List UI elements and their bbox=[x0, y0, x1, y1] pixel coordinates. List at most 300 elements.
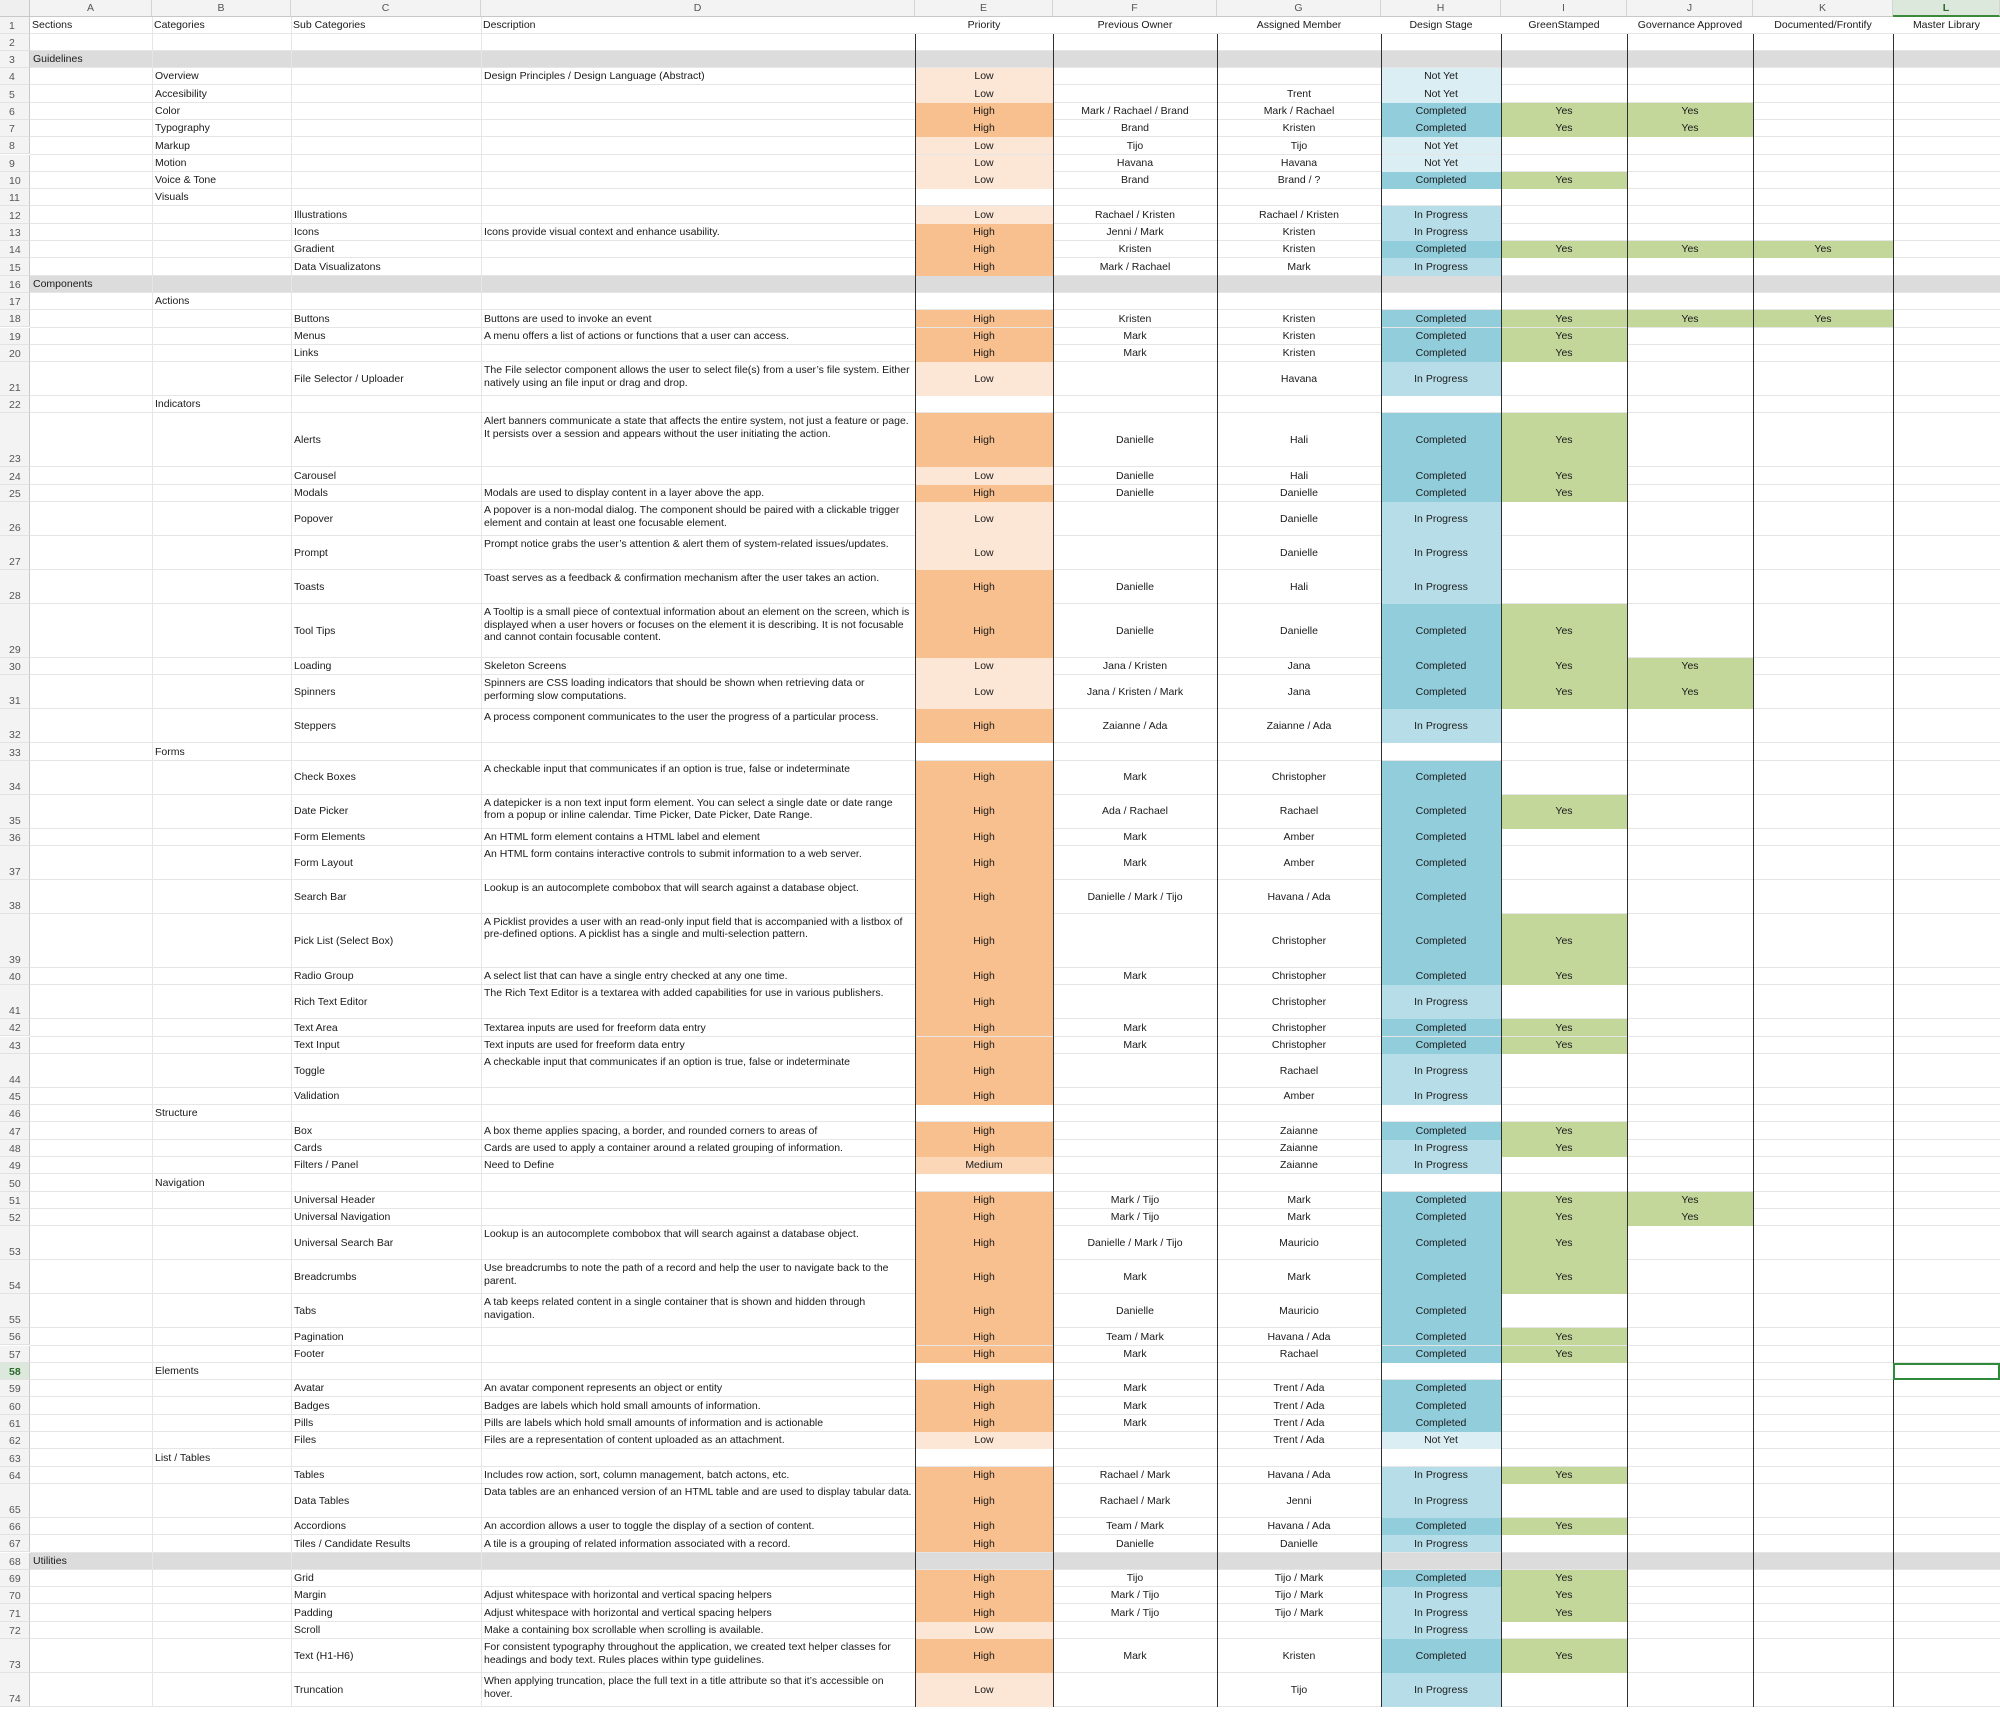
previous-owner-cell[interactable]: Ada / Rachael bbox=[1102, 805, 1168, 818]
documented-frontify-cell[interactable]: Yes bbox=[1814, 243, 1832, 256]
subcategory-label[interactable]: Box bbox=[294, 1124, 313, 1137]
subcategory-label[interactable]: Breadcrumbs bbox=[294, 1270, 357, 1283]
category-label[interactable]: Motion bbox=[155, 156, 187, 169]
row-header-12[interactable]: 12 bbox=[0, 206, 30, 223]
subcategory-label[interactable]: Data Visualizatons bbox=[294, 260, 381, 273]
documented-frontify-cell[interactable]: Yes bbox=[1814, 312, 1832, 325]
subcategory-label[interactable]: Search Bar bbox=[294, 890, 347, 903]
description-cell[interactable]: A checkable input that communicates if an option is true, false or indeterminate bbox=[484, 762, 850, 775]
assigned-member-cell[interactable]: Havana / Ada bbox=[1267, 1330, 1331, 1343]
design-stage-cell[interactable]: In Progress bbox=[1414, 1624, 1468, 1637]
greenstamped-cell[interactable]: Yes bbox=[1555, 329, 1573, 342]
description-cell[interactable]: A Tooltip is a small piece of contextual information about an element on the screen, which is displayed when a user hovers or focuses on the element it is describing. It is not focusable and cannot contain focusable content. bbox=[484, 606, 910, 644]
subcategory-label[interactable]: Accordions bbox=[294, 1520, 346, 1533]
assigned-member-cell[interactable]: Trent / Ada bbox=[1273, 1417, 1325, 1430]
assigned-member-cell[interactable]: Kristen bbox=[1282, 122, 1316, 135]
greenstamped-cell[interactable]: Yes bbox=[1555, 1236, 1573, 1249]
design-stage-cell[interactable]: Completed bbox=[1415, 434, 1467, 447]
priority-cell[interactable]: Low bbox=[974, 546, 994, 559]
subcategory-label[interactable]: Badges bbox=[294, 1399, 330, 1412]
section-label[interactable]: Utilities bbox=[33, 1554, 67, 1567]
section-label[interactable]: Components bbox=[33, 277, 93, 290]
description-cell[interactable]: Adjust whitespace with horizontal and vertical spacing helpers bbox=[484, 1606, 772, 1619]
row-header-71[interactable]: 71 bbox=[0, 1604, 30, 1621]
assigned-member-cell[interactable]: Zaianne bbox=[1280, 1124, 1318, 1137]
column-header-e[interactable]: E bbox=[915, 0, 1053, 17]
assigned-member-cell[interactable]: Kristen bbox=[1282, 226, 1316, 239]
design-stage-cell[interactable]: In Progress bbox=[1414, 372, 1468, 385]
assigned-member-cell[interactable]: Kristen bbox=[1282, 329, 1316, 342]
design-stage-cell[interactable]: Completed bbox=[1415, 1124, 1467, 1137]
subcategory-label[interactable]: Grid bbox=[294, 1572, 314, 1585]
design-stage-cell[interactable]: Completed bbox=[1415, 487, 1467, 500]
subcategory-label[interactable]: Data Tables bbox=[294, 1494, 350, 1507]
assigned-member-cell[interactable]: Zaianne / Ada bbox=[1266, 720, 1332, 732]
priority-cell[interactable]: High bbox=[973, 1304, 995, 1317]
priority-cell[interactable]: High bbox=[973, 771, 995, 784]
assigned-member-cell[interactable]: Danielle bbox=[1280, 512, 1318, 525]
row-header-54[interactable]: 54 bbox=[0, 1260, 30, 1294]
description-cell[interactable]: A tile is a grouping of related information associated with a record. bbox=[484, 1537, 791, 1550]
design-stage-cell[interactable]: Completed bbox=[1415, 174, 1467, 187]
greenstamped-cell[interactable]: Yes bbox=[1555, 686, 1573, 698]
governance-approved-cell[interactable]: Yes bbox=[1681, 660, 1699, 673]
row-header-9[interactable]: 9 bbox=[0, 155, 30, 172]
subcategory-label[interactable]: Radio Group bbox=[294, 970, 354, 983]
assigned-member-cell[interactable]: Christopher bbox=[1271, 1038, 1327, 1051]
row-header-46[interactable]: 46 bbox=[0, 1105, 30, 1122]
priority-cell[interactable]: High bbox=[973, 1589, 995, 1602]
priority-cell[interactable]: Low bbox=[974, 87, 994, 100]
priority-cell[interactable]: Low bbox=[974, 208, 994, 221]
greenstamped-cell[interactable]: Yes bbox=[1555, 1606, 1573, 1619]
priority-cell[interactable]: High bbox=[973, 1193, 995, 1206]
description-cell[interactable]: When applying truncation, place the full text in a title attribute so that it’s accessible on hover. bbox=[484, 1675, 884, 1700]
governance-approved-cell[interactable]: Yes bbox=[1681, 686, 1699, 698]
assigned-member-cell[interactable]: Trent / Ada bbox=[1273, 1382, 1325, 1395]
governance-approved-cell[interactable]: Yes bbox=[1681, 1211, 1699, 1224]
design-stage-cell[interactable]: Not Yet bbox=[1424, 87, 1458, 100]
greenstamped-cell[interactable]: Yes bbox=[1555, 624, 1573, 637]
design-stage-cell[interactable]: In Progress bbox=[1414, 1090, 1468, 1103]
description-cell[interactable]: Skeleton Screens bbox=[484, 660, 567, 673]
subcategory-label[interactable]: Carousel bbox=[294, 469, 337, 482]
row-header-41[interactable]: 41 bbox=[0, 985, 30, 1019]
description-cell[interactable]: Modals are used to display content in a layer above the app. bbox=[484, 487, 765, 500]
greenstamped-cell[interactable]: Yes bbox=[1555, 1270, 1573, 1283]
description-cell[interactable]: Files are a representation of content uploaded as an attachment. bbox=[484, 1434, 785, 1447]
description-cell[interactable]: Buttons are used to invoke an event bbox=[484, 312, 652, 325]
priority-cell[interactable]: High bbox=[973, 1417, 995, 1430]
subcategory-label[interactable]: Tabs bbox=[294, 1304, 317, 1317]
assigned-member-cell[interactable]: Zaianne bbox=[1280, 1159, 1318, 1172]
assigned-member-cell[interactable]: Danielle bbox=[1280, 624, 1318, 637]
previous-owner-cell[interactable]: Mark / Rachael / Brand bbox=[1081, 104, 1189, 117]
description-cell[interactable]: Design Principles / Design Language (Abstract) bbox=[484, 70, 705, 83]
greenstamped-cell[interactable]: Yes bbox=[1555, 1589, 1573, 1602]
row-header-25[interactable]: 25 bbox=[0, 485, 30, 502]
row-header-38[interactable]: 38 bbox=[0, 880, 30, 914]
priority-cell[interactable]: High bbox=[973, 934, 995, 947]
design-stage-cell[interactable]: Not Yet bbox=[1424, 1434, 1458, 1447]
category-label[interactable]: Indicators bbox=[155, 398, 201, 411]
description-cell[interactable]: Prompt notice grabs the user’s attention & alert them of system-related issues/updates. bbox=[484, 538, 889, 550]
priority-cell[interactable]: Low bbox=[974, 1683, 994, 1696]
previous-owner-cell[interactable]: Mark bbox=[1123, 771, 1147, 784]
subcategory-label[interactable]: Illustrations bbox=[294, 208, 348, 221]
subcategory-label[interactable]: Form Elements bbox=[294, 830, 366, 843]
row-header-11[interactable]: 11 bbox=[0, 189, 30, 206]
priority-cell[interactable]: High bbox=[973, 1494, 995, 1507]
design-stage-cell[interactable]: In Progress bbox=[1414, 546, 1468, 559]
subcategory-label[interactable]: Gradient bbox=[294, 243, 335, 256]
assigned-member-cell[interactable]: Havana / Ada bbox=[1267, 890, 1331, 903]
design-stage-cell[interactable]: Completed bbox=[1415, 1417, 1467, 1430]
greenstamped-cell[interactable]: Yes bbox=[1555, 1211, 1573, 1224]
assigned-member-cell[interactable]: Brand / ? bbox=[1277, 174, 1321, 187]
design-stage-cell[interactable]: Completed bbox=[1415, 1330, 1467, 1343]
description-cell[interactable]: An HTML form element contains a HTML label and element bbox=[484, 830, 760, 843]
greenstamped-cell[interactable]: Yes bbox=[1555, 934, 1573, 947]
previous-owner-cell[interactable]: Tijo bbox=[1126, 1572, 1144, 1585]
greenstamped-cell[interactable]: Yes bbox=[1555, 970, 1573, 983]
assigned-member-cell[interactable]: Mauricio bbox=[1279, 1304, 1319, 1317]
priority-cell[interactable]: High bbox=[973, 1520, 995, 1533]
description-cell[interactable]: Need to Define bbox=[484, 1159, 555, 1172]
priority-cell[interactable]: High bbox=[973, 1649, 995, 1662]
row-header-27[interactable]: 27 bbox=[0, 536, 30, 570]
greenstamped-cell[interactable]: Yes bbox=[1555, 805, 1573, 818]
subcategory-label[interactable]: Spinners bbox=[294, 686, 336, 698]
row-header-4[interactable]: 4 bbox=[0, 68, 30, 85]
design-stage-cell[interactable]: Completed bbox=[1415, 624, 1467, 637]
row-header-42[interactable]: 42 bbox=[0, 1019, 30, 1036]
greenstamped-cell[interactable]: Yes bbox=[1555, 1330, 1573, 1343]
row-header-28[interactable]: 28 bbox=[0, 570, 30, 604]
subcategory-label[interactable]: Pills bbox=[294, 1417, 314, 1430]
category-label[interactable]: Markup bbox=[155, 139, 191, 152]
priority-cell[interactable]: Low bbox=[974, 512, 994, 525]
design-stage-cell[interactable]: Completed bbox=[1415, 1021, 1467, 1034]
design-stage-cell[interactable]: In Progress bbox=[1414, 1537, 1468, 1550]
row-header-40[interactable]: 40 bbox=[0, 968, 30, 985]
previous-owner-cell[interactable]: Danielle / Mark / Tijo bbox=[1087, 890, 1183, 903]
row-header-32[interactable]: 32 bbox=[0, 709, 30, 743]
greenstamped-cell[interactable]: Yes bbox=[1555, 1038, 1573, 1051]
column-header-c[interactable]: C bbox=[291, 0, 481, 17]
description-cell[interactable]: Cards are used to apply a container around a related grouping of information. bbox=[484, 1142, 843, 1155]
subcategory-label[interactable]: Text (H1-H6) bbox=[294, 1649, 354, 1662]
description-cell[interactable]: A process component communicates to the user the progress of a particular process. bbox=[484, 711, 879, 724]
description-cell[interactable]: The File selector component allows the user to select file(s) from a user’s file system. Either natively using an file input or drag and drop. bbox=[484, 364, 910, 389]
design-stage-cell[interactable]: Not Yet bbox=[1424, 139, 1458, 152]
design-stage-cell[interactable]: In Progress bbox=[1414, 720, 1468, 732]
priority-cell[interactable]: Medium bbox=[965, 1159, 1003, 1172]
assigned-member-cell[interactable]: Havana / Ada bbox=[1267, 1468, 1331, 1481]
previous-owner-cell[interactable]: Danielle bbox=[1116, 624, 1154, 637]
subcategory-label[interactable]: Tiles / Candidate Results bbox=[294, 1537, 411, 1550]
previous-owner-cell[interactable]: Mark / Rachael bbox=[1099, 260, 1171, 273]
column-header-l[interactable]: L bbox=[1893, 0, 2000, 17]
assigned-member-cell[interactable]: Mark bbox=[1287, 1211, 1311, 1224]
priority-cell[interactable]: High bbox=[973, 1236, 995, 1249]
priority-cell[interactable]: High bbox=[973, 890, 995, 903]
priority-cell[interactable]: High bbox=[973, 329, 995, 342]
row-header-16[interactable]: 16 bbox=[0, 276, 30, 293]
assigned-member-cell[interactable]: Tijo / Mark bbox=[1274, 1589, 1324, 1602]
governance-approved-cell[interactable]: Yes bbox=[1681, 312, 1699, 325]
row-header-19[interactable]: 19 bbox=[0, 328, 30, 345]
subcategory-label[interactable]: Pagination bbox=[294, 1330, 344, 1343]
priority-cell[interactable]: High bbox=[973, 1347, 995, 1360]
previous-owner-cell[interactable]: Mark bbox=[1123, 1649, 1147, 1662]
priority-cell[interactable]: Low bbox=[974, 1434, 994, 1447]
category-label[interactable]: Color bbox=[155, 104, 181, 117]
subcategory-label[interactable]: Filters / Panel bbox=[294, 1159, 359, 1172]
design-stage-cell[interactable]: Completed bbox=[1415, 771, 1467, 784]
assigned-member-cell[interactable]: Jana bbox=[1287, 686, 1311, 698]
priority-cell[interactable]: High bbox=[973, 434, 995, 447]
row-header-5[interactable]: 5 bbox=[0, 85, 30, 102]
design-stage-cell[interactable]: Completed bbox=[1415, 856, 1467, 869]
row-header-37[interactable]: 37 bbox=[0, 846, 30, 880]
subcategory-label[interactable]: Tables bbox=[294, 1468, 325, 1481]
design-stage-cell[interactable]: Not Yet bbox=[1424, 156, 1458, 169]
row-header-44[interactable]: 44 bbox=[0, 1054, 30, 1088]
greenstamped-cell[interactable]: Yes bbox=[1555, 174, 1573, 187]
design-stage-cell[interactable]: Completed bbox=[1415, 970, 1467, 983]
greenstamped-cell[interactable]: Yes bbox=[1555, 104, 1573, 117]
priority-cell[interactable]: Low bbox=[974, 139, 994, 152]
design-stage-cell[interactable]: In Progress bbox=[1414, 226, 1468, 239]
priority-cell[interactable]: High bbox=[973, 226, 995, 239]
subcategory-label[interactable]: Loading bbox=[294, 660, 332, 673]
greenstamped-cell[interactable]: Yes bbox=[1555, 1520, 1573, 1533]
priority-cell[interactable]: High bbox=[973, 1064, 995, 1077]
priority-cell[interactable]: High bbox=[973, 1211, 995, 1224]
previous-owner-cell[interactable]: Mark bbox=[1123, 856, 1147, 869]
row-header-51[interactable]: 51 bbox=[0, 1192, 30, 1209]
subcategory-label[interactable]: File Selector / Uploader bbox=[294, 372, 404, 385]
greenstamped-cell[interactable]: Yes bbox=[1555, 1193, 1573, 1206]
design-stage-cell[interactable]: Completed bbox=[1415, 890, 1467, 903]
subcategory-label[interactable]: Universal Search Bar bbox=[294, 1236, 394, 1249]
design-stage-cell[interactable]: In Progress bbox=[1414, 1064, 1468, 1077]
row-header-22[interactable]: 22 bbox=[0, 396, 30, 413]
subcategory-label[interactable]: Toggle bbox=[294, 1064, 325, 1077]
description-cell[interactable]: An avatar component represents an object or entity bbox=[484, 1382, 723, 1395]
previous-owner-cell[interactable]: Jenni / Mark bbox=[1106, 226, 1164, 239]
row-header-64[interactable]: 64 bbox=[0, 1467, 30, 1484]
description-cell[interactable]: Make a containing box scrollable when scrolling is available. bbox=[484, 1624, 764, 1637]
subcategory-label[interactable]: Pick List (Select Box) bbox=[294, 934, 394, 947]
subcategory-label[interactable]: Scroll bbox=[294, 1624, 321, 1637]
greenstamped-cell[interactable]: Yes bbox=[1555, 469, 1573, 482]
priority-cell[interactable]: High bbox=[973, 1090, 995, 1103]
design-stage-cell[interactable]: In Progress bbox=[1414, 1683, 1468, 1696]
assigned-member-cell[interactable]: Danielle bbox=[1280, 487, 1318, 500]
description-cell[interactable]: A menu offers a list of actions or functions that a user can access. bbox=[484, 329, 790, 342]
greenstamped-cell[interactable]: Yes bbox=[1555, 487, 1573, 500]
design-stage-cell[interactable]: Not Yet bbox=[1424, 70, 1458, 83]
assigned-member-cell[interactable]: Christopher bbox=[1271, 1021, 1327, 1034]
design-stage-cell[interactable]: In Progress bbox=[1414, 1606, 1468, 1619]
description-cell[interactable]: A tab keeps related content in a single container that is shown and hidden through navigation. bbox=[484, 1296, 866, 1321]
row-header-49[interactable]: 49 bbox=[0, 1157, 30, 1174]
design-stage-cell[interactable]: Completed bbox=[1415, 329, 1467, 342]
design-stage-cell[interactable]: In Progress bbox=[1414, 1589, 1468, 1602]
subcategory-label[interactable]: Margin bbox=[294, 1589, 327, 1602]
row-header-23[interactable]: 23 bbox=[0, 413, 30, 467]
row-header-30[interactable]: 30 bbox=[0, 658, 30, 675]
category-label[interactable]: Accesibility bbox=[155, 87, 207, 100]
subcategory-label[interactable]: Padding bbox=[294, 1606, 333, 1619]
subcategory-label[interactable]: Check Boxes bbox=[294, 771, 356, 784]
assigned-member-cell[interactable]: Tijo / Mark bbox=[1274, 1606, 1324, 1619]
assigned-member-cell[interactable]: Amber bbox=[1283, 856, 1315, 869]
category-label[interactable]: Structure bbox=[155, 1107, 198, 1120]
category-label[interactable]: Voice & Tone bbox=[155, 174, 217, 187]
subcategory-label[interactable]: Popover bbox=[294, 512, 334, 525]
previous-owner-cell[interactable]: Mark bbox=[1123, 1417, 1147, 1430]
assigned-member-cell[interactable]: Havana bbox=[1280, 372, 1318, 385]
description-cell[interactable]: Toast serves as a feedback & confirmation mechanism after the user takes an action. bbox=[484, 572, 880, 584]
description-cell[interactable]: An accordion allows a user to toggle the display of a section of content. bbox=[484, 1520, 815, 1533]
row-header-2[interactable]: 2 bbox=[0, 34, 30, 51]
row-header-43[interactable]: 43 bbox=[0, 1037, 30, 1054]
category-label[interactable]: Navigation bbox=[155, 1176, 205, 1189]
description-cell[interactable]: An HTML form contains interactive controls to submit information to a web server. bbox=[484, 847, 862, 860]
row-header-69[interactable]: 69 bbox=[0, 1570, 30, 1587]
design-stage-cell[interactable]: Completed bbox=[1415, 1572, 1467, 1585]
assigned-member-cell[interactable]: Rachael bbox=[1279, 1064, 1319, 1077]
category-label[interactable]: Typography bbox=[155, 122, 210, 135]
previous-owner-cell[interactable]: Mark bbox=[1123, 1382, 1147, 1395]
assigned-member-cell[interactable]: Christopher bbox=[1271, 970, 1327, 983]
subcategory-label[interactable]: Toasts bbox=[294, 580, 325, 593]
previous-owner-cell[interactable]: Danielle bbox=[1116, 580, 1154, 593]
row-header-8[interactable]: 8 bbox=[0, 137, 30, 154]
previous-owner-cell[interactable]: Jana / Kristen / Mark bbox=[1086, 686, 1184, 698]
description-cell[interactable]: Spinners are CSS loading indicators that should be shown when retrieving data or performing slow computations. bbox=[484, 677, 865, 702]
design-stage-cell[interactable]: Completed bbox=[1415, 805, 1467, 818]
greenstamped-cell[interactable]: Yes bbox=[1555, 243, 1573, 256]
column-header-f[interactable]: F bbox=[1053, 0, 1217, 17]
column-header-d[interactable]: D bbox=[481, 0, 915, 17]
row-header-31[interactable]: 31 bbox=[0, 675, 30, 709]
design-stage-cell[interactable]: Completed bbox=[1415, 1236, 1467, 1249]
greenstamped-cell[interactable]: Yes bbox=[1555, 1021, 1573, 1034]
assigned-member-cell[interactable]: Mark bbox=[1287, 1193, 1311, 1206]
design-stage-cell[interactable]: In Progress bbox=[1414, 1468, 1468, 1481]
greenstamped-cell[interactable]: Yes bbox=[1555, 1142, 1573, 1155]
previous-owner-cell[interactable]: Danielle / Mark / Tijo bbox=[1087, 1236, 1183, 1249]
description-cell[interactable]: Adjust whitespace with horizontal and vertical spacing helpers bbox=[484, 1589, 772, 1602]
previous-owner-cell[interactable]: Danielle bbox=[1116, 469, 1154, 482]
design-stage-cell[interactable]: Completed bbox=[1415, 1193, 1467, 1206]
assigned-member-cell[interactable]: Danielle bbox=[1280, 546, 1318, 559]
design-stage-cell[interactable]: Completed bbox=[1415, 104, 1467, 117]
design-stage-cell[interactable]: Completed bbox=[1415, 830, 1467, 843]
priority-cell[interactable]: High bbox=[973, 1142, 995, 1155]
row-header-21[interactable]: 21 bbox=[0, 362, 30, 396]
description-cell[interactable]: A box theme applies spacing, a border, and rounded corners to areas of bbox=[484, 1124, 818, 1137]
row-header-66[interactable]: 66 bbox=[0, 1518, 30, 1535]
assigned-member-cell[interactable]: Tijo bbox=[1290, 139, 1308, 152]
row-header-73[interactable]: 73 bbox=[0, 1639, 30, 1673]
design-stage-cell[interactable]: In Progress bbox=[1414, 208, 1468, 221]
subcategory-label[interactable]: Truncation bbox=[294, 1683, 344, 1696]
assigned-member-cell[interactable]: Rachael / Kristen bbox=[1259, 208, 1339, 221]
previous-owner-cell[interactable]: Danielle bbox=[1116, 1537, 1154, 1550]
row-header-34[interactable]: 34 bbox=[0, 761, 30, 795]
previous-owner-cell[interactable]: Brand bbox=[1120, 122, 1150, 135]
previous-owner-cell[interactable]: Mark bbox=[1123, 970, 1147, 983]
assigned-member-cell[interactable]: Havana / Ada bbox=[1267, 1520, 1331, 1533]
previous-owner-cell[interactable]: Mark / Tijo bbox=[1110, 1589, 1160, 1602]
previous-owner-cell[interactable]: Mark bbox=[1123, 347, 1147, 360]
design-stage-cell[interactable]: In Progress bbox=[1414, 1159, 1468, 1172]
previous-owner-cell[interactable]: Mark bbox=[1123, 1021, 1147, 1034]
previous-owner-cell[interactable]: Rachael / Mark bbox=[1099, 1468, 1171, 1481]
category-label[interactable]: Visuals bbox=[155, 191, 189, 204]
assigned-member-cell[interactable]: Trent / Ada bbox=[1273, 1434, 1325, 1447]
description-cell[interactable]: Pills are labels which hold small amounts of information and is actionable bbox=[484, 1417, 824, 1430]
priority-cell[interactable]: High bbox=[973, 260, 995, 273]
row-header-35[interactable]: 35 bbox=[0, 795, 30, 829]
assigned-member-cell[interactable]: Rachael bbox=[1279, 1347, 1319, 1360]
design-stage-cell[interactable]: Completed bbox=[1415, 1520, 1467, 1533]
assigned-member-cell[interactable]: Mark bbox=[1287, 260, 1311, 273]
design-stage-cell[interactable]: Completed bbox=[1415, 312, 1467, 325]
column-header-b[interactable]: B bbox=[152, 0, 291, 17]
governance-approved-cell[interactable]: Yes bbox=[1681, 1193, 1699, 1206]
row-header-1[interactable]: 1 bbox=[0, 17, 30, 34]
priority-cell[interactable]: High bbox=[973, 347, 995, 360]
greenstamped-cell[interactable]: Yes bbox=[1555, 1572, 1573, 1585]
description-cell[interactable]: A popover is a non-modal dialog. The component should be paired with a clickable trigger element and contain at least one focusable element. bbox=[484, 504, 900, 529]
design-stage-cell[interactable]: Completed bbox=[1415, 1038, 1467, 1051]
design-stage-cell[interactable]: Completed bbox=[1415, 686, 1467, 698]
row-header-60[interactable]: 60 bbox=[0, 1397, 30, 1414]
previous-owner-cell[interactable]: Kristen bbox=[1118, 243, 1152, 256]
category-label[interactable]: List / Tables bbox=[155, 1451, 211, 1464]
assigned-member-cell[interactable]: Hali bbox=[1289, 580, 1309, 593]
priority-cell[interactable]: High bbox=[973, 995, 995, 1008]
assigned-member-cell[interactable]: Christopher bbox=[1271, 934, 1327, 947]
subcategory-label[interactable]: Text Area bbox=[294, 1021, 338, 1034]
design-stage-cell[interactable]: In Progress bbox=[1414, 512, 1468, 525]
subcategory-label[interactable]: Cards bbox=[294, 1142, 323, 1155]
assigned-member-cell[interactable]: Kristen bbox=[1282, 1649, 1316, 1662]
greenstamped-cell[interactable]: Yes bbox=[1555, 1649, 1573, 1662]
priority-cell[interactable]: High bbox=[973, 1270, 995, 1283]
design-stage-cell[interactable]: Completed bbox=[1415, 1304, 1467, 1317]
row-header-72[interactable]: 72 bbox=[0, 1622, 30, 1639]
priority-cell[interactable]: Low bbox=[974, 372, 994, 385]
description-cell[interactable]: Icons provide visual context and enhance usability. bbox=[484, 226, 720, 239]
description-cell[interactable]: A Picklist provides a user with an read-only input field that is accompanied with a listbox of pre-defined options. A picklist has a single and multi-selection pattern. bbox=[484, 915, 903, 941]
row-header-29[interactable]: 29 bbox=[0, 604, 30, 658]
previous-owner-cell[interactable]: Brand bbox=[1120, 174, 1150, 187]
assigned-member-cell[interactable]: Mauricio bbox=[1279, 1236, 1319, 1249]
assigned-member-cell[interactable]: Kristen bbox=[1282, 347, 1316, 360]
description-cell[interactable]: Includes row action, sort, column management, batch actons, etc. bbox=[484, 1468, 790, 1481]
description-cell[interactable]: Alert banners communicate a state that affects the entire system, not just a feature or page. It persists over a session and appears without the user initiating the action. bbox=[484, 415, 909, 440]
selected-cell-l58[interactable] bbox=[1893, 1363, 2000, 1380]
assigned-member-cell[interactable]: Amber bbox=[1283, 1090, 1315, 1103]
previous-owner-cell[interactable]: Team / Mark bbox=[1106, 1330, 1164, 1343]
